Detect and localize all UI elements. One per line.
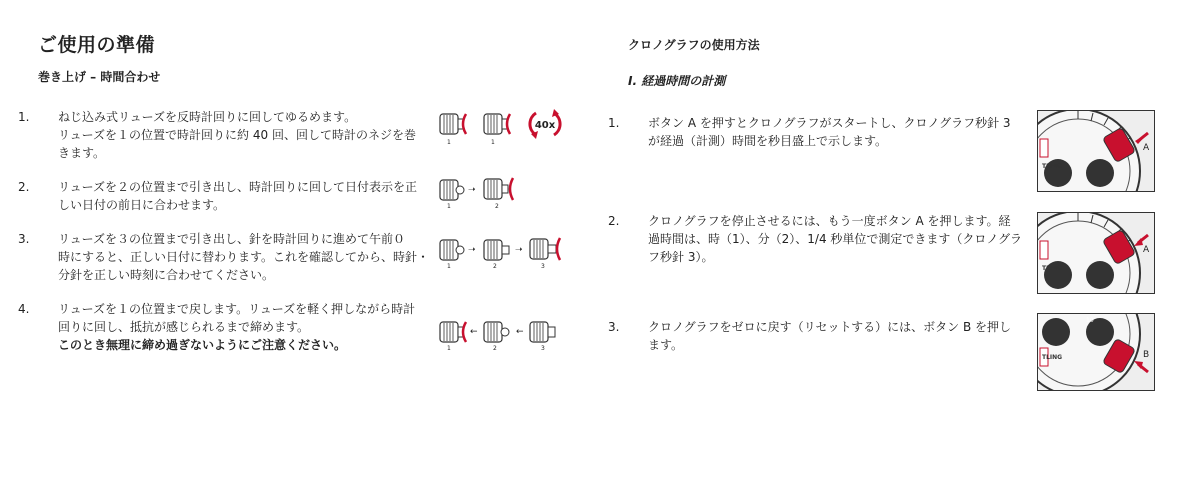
step-text: 回りに回し、抵抗が感じられるまで締めます。 [58,320,310,334]
step-text: リューズを３の位置まで引き出し、針を時計回りに進めて午前０ [58,232,406,246]
arrow-right-icon: ➝ [515,245,523,255]
crown-icon [436,176,466,204]
pusher-label: A [1143,143,1150,153]
step-text: フ秒針 3）。 [648,250,714,264]
step-text: 過時間は、時（1）、分（2）、1/4 秒単位で測定できます（クロノグラ [648,232,1023,246]
page-title: ご使用の準備 [38,34,156,56]
step-2 [18,178,438,214]
arrow-left-icon: ← [516,327,524,337]
step-text: ます。 [648,338,684,352]
section-title: クロノグラフの使用方法 [628,38,760,52]
step-number: 4. [18,302,30,316]
pusher-label: A [1143,245,1150,255]
step-number: 3. [18,232,30,246]
arrow-right-icon: ➝ [468,185,476,195]
step-1 [18,108,438,162]
crown-position-label: 1 [447,263,451,270]
arrow-left-icon: ← [470,327,478,337]
chrono-step-2 [608,212,1023,266]
crown-icon [480,236,514,264]
watch-bezel-number: 10 [1086,317,1094,324]
crown-position-label: 3 [541,263,545,270]
crown-position-label: 1 [447,345,451,352]
step-text: ねじ込み式リューズを反時計回りに回してゆるめます。 [58,110,357,124]
watch-photo [1037,212,1155,294]
crown-position-label: 2 [493,345,497,352]
rotate-arrow-icon [528,108,562,140]
crown-position-label: 1 [447,139,451,146]
step-number: 3. [608,320,620,334]
step-text: リューズを１の位置まで戻します。リューズを軽く押しながら時計 [58,302,416,316]
step-text: きます。 [58,146,106,160]
section-subtitle: 巻き上げ – 時間合わせ [38,70,161,84]
crown-position-label: 3 [541,345,545,352]
step-text: 分針を正しい時刻に合わせてください。 [58,268,275,282]
watch-photo [1037,110,1155,192]
step-text: クロノグラフをゼロに戻す（リセットする）には、ボタン B を押し [648,320,1012,334]
step-3 [18,230,438,284]
crown-icon [526,318,560,346]
crown-icon [436,236,466,264]
step-number: 1. [608,116,620,130]
arrow-right-icon: ➝ [468,245,476,255]
crown-icon [526,234,564,264]
crown-position-label: 2 [493,263,497,270]
step-number: 2. [18,180,30,194]
step-text: リューズを２の位置まで引き出し、時計回りに回して日付表示を正 [58,180,418,194]
watch-brand-text: TLING [1042,265,1063,272]
step-text: が経過（計測）時間を秒目盛上で示します。 [648,134,888,148]
crown-position-label: 1 [491,139,495,146]
crown-position-label: 2 [495,203,499,210]
crown-position-label: 1 [447,203,451,210]
crown-icon [436,110,470,138]
crown-icon [436,318,470,346]
chrono-step-3 [608,318,1023,354]
turn-count-badge: 40x [534,120,556,131]
crown-icon [480,318,514,346]
step-number: 2. [608,214,620,228]
watch-brand-text: TLING [1042,354,1063,361]
step-number: 1. [18,110,30,124]
step-warning: このとき無理に締め過ぎないようにご注意ください。 [58,338,347,352]
step-text: ボタン A を押すとクロノグラフがスタートし、クロノグラフ秒針 3 [648,116,1011,130]
pusher-label: B [1143,350,1150,360]
step-text: クロノグラフを停止させるには、もう一度ボタン A を押します。経 [648,214,1011,228]
step-text: 時にすると、正しい日付に替わります。これを確認してから、時針・ [58,250,430,264]
section-subtitle: I. 経過時間の計測 [628,74,726,88]
watch-photo [1037,313,1155,391]
watch-brand-text: TLING [1042,163,1063,170]
step-text: リューズを１の位置で時計回りに約 40 回、回して時計のネジを巻 [58,128,416,142]
crown-icon [480,174,518,204]
crown-icon [480,110,514,138]
step-text: しい日付の前日に合わせます。 [58,198,226,212]
step-4 [18,300,438,354]
chrono-step-1 [608,114,1023,150]
